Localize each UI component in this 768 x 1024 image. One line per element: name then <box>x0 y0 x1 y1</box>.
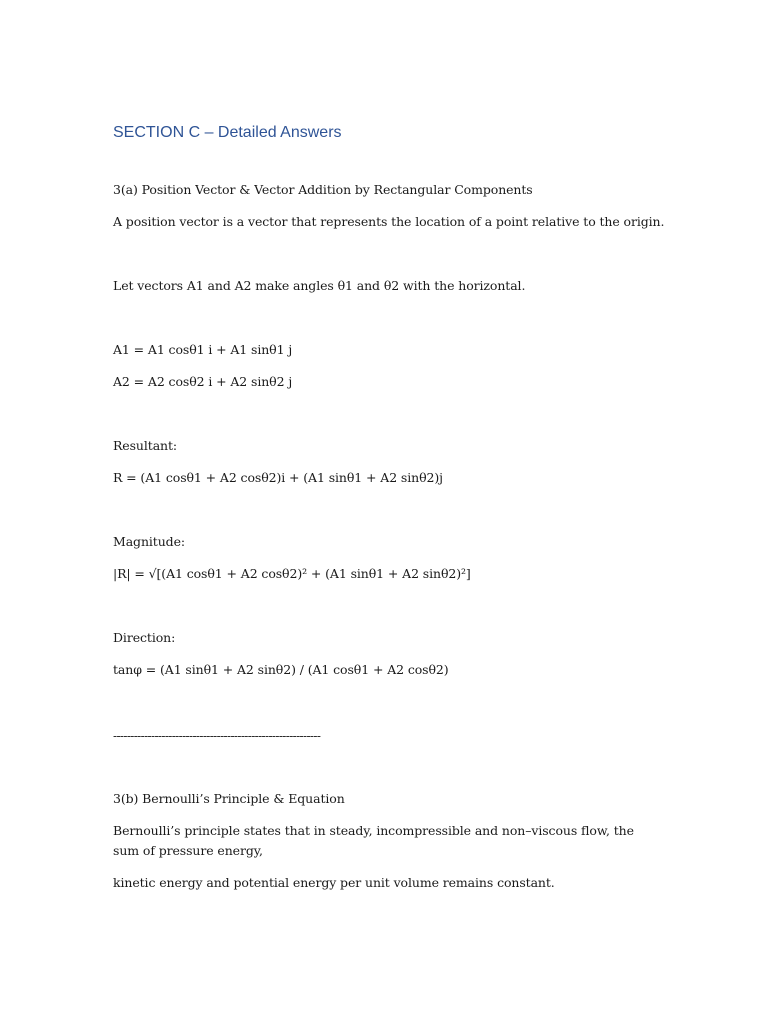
direction-label: Direction: <box>113 630 176 645</box>
equation-magnitude: |R| = √[(A1 cosθ1 + A2 cosθ2)² + (A1 sinθ1 + A2 sinθ2)²] <box>113 566 471 581</box>
q3a-let-statement: Let vectors A1 and A2 make angles θ1 and θ2 with the horizontal. <box>113 278 526 293</box>
equation-a1: A1 = A1 cosθ1 i + A1 sinθ1 j <box>113 342 293 357</box>
q3b-statement-continued: kinetic energy and potential energy per unit volume remains constant. <box>113 875 555 890</box>
equation-a2: A2 = A2 cosθ2 i + A2 sinθ2 j <box>113 374 293 389</box>
section-divider: ------------------------------------------------------------ <box>113 729 321 743</box>
equation-resultant: R = (A1 cosθ1 + A2 cosθ2)i + (A1 sinθ1 + A2 sinθ2)j <box>113 470 443 485</box>
q3b-title: 3(b) Bernoulli’s Principle & Equation <box>113 791 345 806</box>
q3a-title: 3(a) Position Vector & Vector Addition by Rectangular Components <box>113 182 533 197</box>
section-heading: SECTION C – Detailed Answers <box>113 124 342 141</box>
resultant-label: Resultant: <box>113 438 178 453</box>
equation-direction: tanφ = (A1 sinθ1 + A2 sinθ2) / (A1 cosθ1 + A2 cosθ2) <box>113 662 449 677</box>
q3a-definition: A position vector is a vector that represents the location of a point relative to the origin. <box>113 214 665 229</box>
magnitude-label: Magnitude: <box>113 534 185 549</box>
q3b-statement: Bernoulli’s principle states that in steady, incompressible and non–viscous flow, the sum of pressure energy, <box>113 823 634 858</box>
